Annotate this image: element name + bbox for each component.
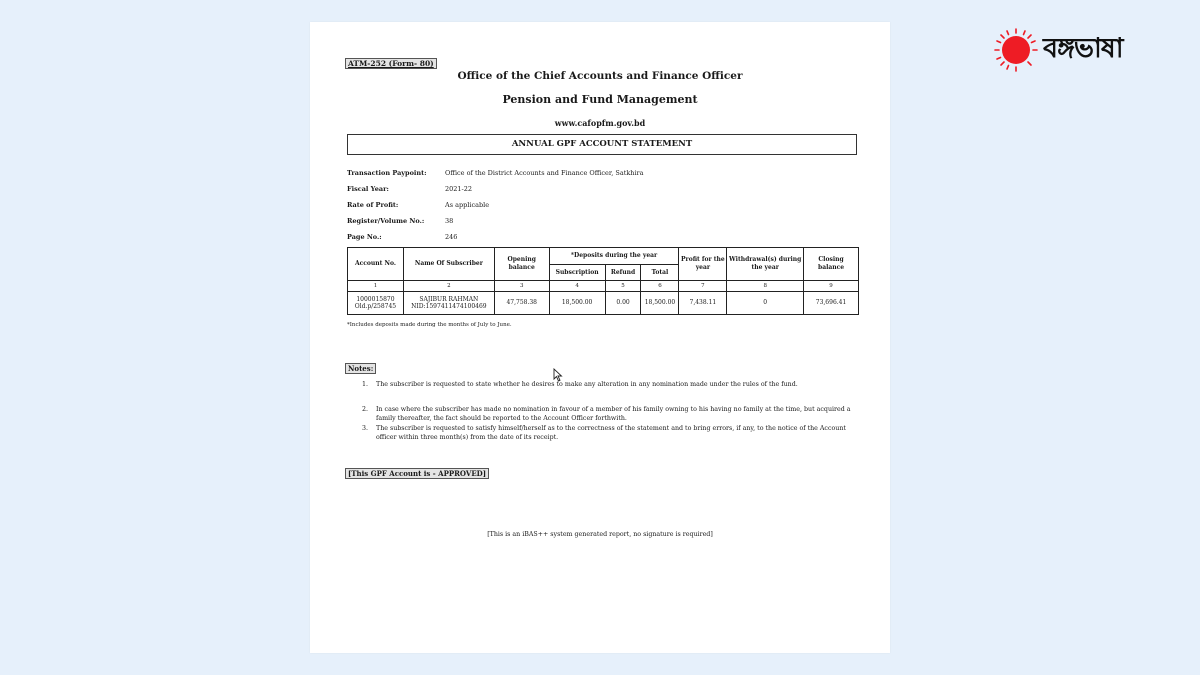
subscriber-nid: NID:1597411474100469 bbox=[411, 303, 487, 310]
notes-label: Notes: bbox=[345, 363, 376, 374]
column-number: 3 bbox=[494, 281, 549, 292]
meta-value: 38 bbox=[445, 217, 454, 225]
deposits-footnote: *Includes deposits made during the months of July to June. bbox=[347, 322, 512, 328]
subscriber-name: SAJIBUR RAHMAN bbox=[419, 295, 479, 303]
column-number: 2 bbox=[403, 281, 494, 292]
cell-opening-balance: 47,758.38 bbox=[494, 292, 549, 315]
note-number: 1. bbox=[362, 381, 369, 388]
note-number: 3. bbox=[362, 424, 369, 432]
column-number: 1 bbox=[348, 281, 404, 292]
cell-subscription: 18,500.00 bbox=[549, 292, 605, 315]
note-item bbox=[362, 380, 862, 390]
system-generated-note: [This is an iBAS++ system generated report, no signature is required] bbox=[487, 531, 713, 538]
header-subscriber: Name Of Subscriber bbox=[403, 248, 494, 281]
cell-account-no bbox=[348, 292, 404, 315]
statement-title: ANNUAL GPF ACCOUNT STATEMENT bbox=[347, 134, 857, 155]
column-number: 8 bbox=[727, 281, 804, 292]
cell-subscriber bbox=[403, 292, 494, 315]
note-text: The subscriber is requested to satisfy himself/herself as to the correctness of the statement and to bring errors, if any, to the notice of the Account officer within three month(s) from the date of its receipt. bbox=[376, 424, 846, 441]
account-number: 1000015870 bbox=[356, 295, 395, 303]
note-text: The subscriber is requested to state whether he desires to make any alteration in any nomination made under the rules of the fund. bbox=[376, 381, 798, 388]
table-row bbox=[348, 292, 859, 315]
meta-value: 2021-22 bbox=[445, 185, 473, 193]
meta-label: Register/Volume No.: bbox=[347, 217, 425, 225]
header-account-no: Account No. bbox=[348, 248, 404, 281]
website-text: www.cafopfm.gov.bd bbox=[554, 118, 646, 128]
header-profit: Profit for the year bbox=[679, 248, 727, 281]
meta-label: Transaction Paypoint: bbox=[347, 169, 427, 177]
form-code: ATM-252 (Form- 80) bbox=[345, 58, 437, 69]
header-deposits-group: *Deposits during the year bbox=[549, 248, 679, 265]
meta-row-register-volume bbox=[347, 213, 644, 229]
meta-row-page-no bbox=[347, 229, 644, 245]
gpf-statement-page bbox=[310, 22, 890, 653]
gpf-account-table bbox=[347, 247, 859, 315]
cell-total: 18,500.00 bbox=[641, 292, 679, 315]
meta-label: Page No.: bbox=[347, 233, 382, 241]
header-refund: Refund bbox=[605, 265, 641, 281]
column-number: 9 bbox=[804, 281, 859, 292]
header-withdrawal: Withdrawal(s) during the year bbox=[727, 248, 804, 281]
cell-profit: 7,438.11 bbox=[679, 292, 727, 315]
column-number-row bbox=[348, 281, 859, 292]
department-heading: Pension and Fund Management bbox=[502, 93, 698, 106]
notes-list bbox=[362, 380, 862, 443]
office-heading: Office of the Chief Accounts and Finance Officer bbox=[457, 70, 743, 82]
note-item bbox=[362, 424, 862, 443]
cell-withdrawal: 0 bbox=[727, 292, 804, 315]
column-number: 7 bbox=[679, 281, 727, 292]
header-closing-balance: Closing balance bbox=[804, 248, 859, 281]
note-item bbox=[362, 405, 862, 424]
meta-value: 246 bbox=[445, 233, 458, 241]
meta-row-rate-of-profit bbox=[347, 197, 644, 213]
approval-status: [This GPF Account is - APPROVED] bbox=[345, 468, 489, 479]
header-total: Total bbox=[641, 265, 679, 281]
column-number: 6 bbox=[641, 281, 679, 292]
column-number: 4 bbox=[549, 281, 605, 292]
header-opening-balance: Opening balance bbox=[494, 248, 549, 281]
column-number: 5 bbox=[605, 281, 641, 292]
meta-row-fiscal-year bbox=[347, 181, 644, 197]
cell-closing-balance: 73,696.41 bbox=[804, 292, 859, 315]
meta-value: As applicable bbox=[445, 201, 490, 209]
statement-meta bbox=[347, 165, 644, 245]
brand-logo bbox=[993, 28, 1123, 72]
sun-icon bbox=[993, 27, 1039, 73]
mouse-cursor-icon bbox=[553, 368, 563, 382]
cell-refund: 0.00 bbox=[605, 292, 641, 315]
meta-label: Rate of Profit: bbox=[347, 201, 399, 209]
brand-name: বঙ্গভাষা bbox=[1043, 32, 1123, 64]
old-account-number: Old.p/258745 bbox=[354, 303, 397, 310]
header-subscription: Subscription bbox=[549, 265, 605, 281]
note-text: In case where the subscriber has made no nomination in favour of a member of his family owning to his having no family at the time, but acquired a family thereafter, the fact should be reported to the Account Officer forthwith. bbox=[376, 405, 851, 422]
meta-row-paypoint bbox=[347, 165, 644, 181]
meta-label: Fiscal Year: bbox=[347, 185, 389, 193]
note-number: 2. bbox=[362, 405, 369, 413]
meta-value: Office of the District Accounts and Finance Officer, Satkhira bbox=[445, 169, 644, 177]
